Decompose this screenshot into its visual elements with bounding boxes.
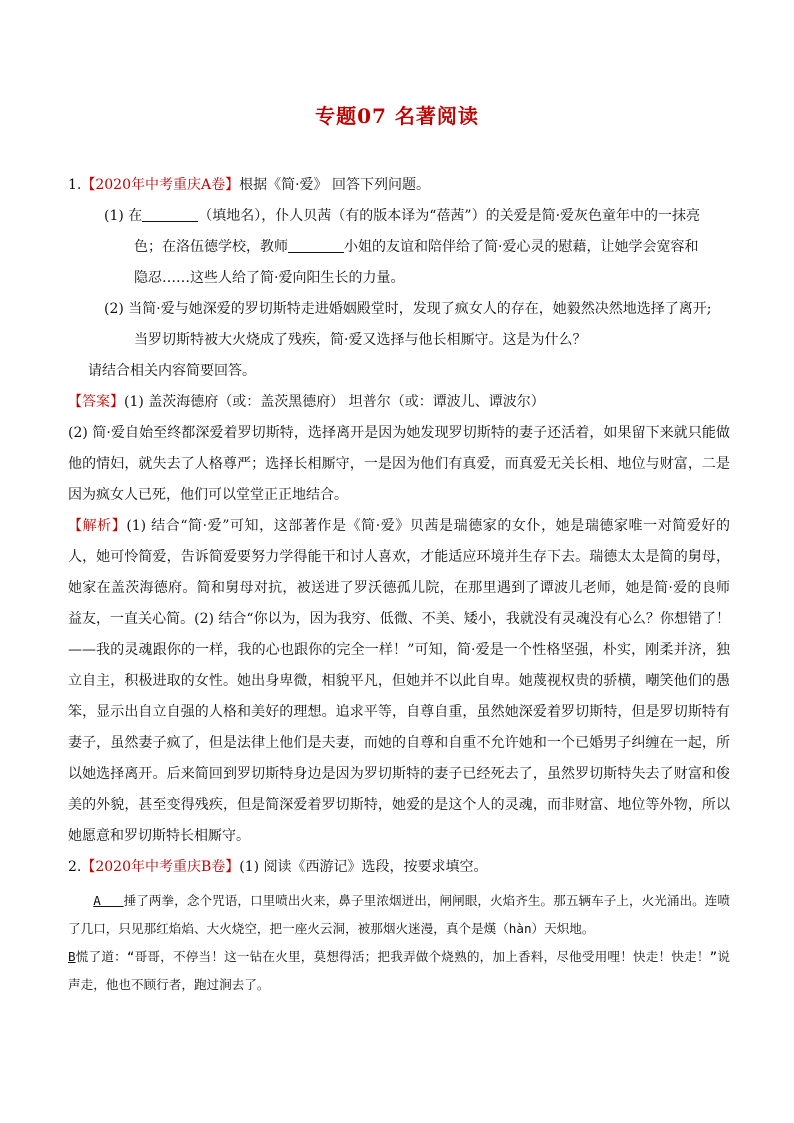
excerpt-paragraph-a: A 捶了两拳，念个咒语，口里喷出火来，鼻子里浓烟迸出，闸闸眼，火焰齐生。那五辆车子上，火光涌出。连喷了几口，只见那红焰焰、大火烧空，把一座火云洞，被那烟火迷漫，真个是熯（hàn）天炽地。	[68, 893, 731, 936]
question-1-part-1-end: 隐忍……这些人给了简·爱向阳生长的力量。	[134, 270, 405, 286]
question-source: 【2020年中考重庆A卷】	[81, 177, 240, 193]
answer-tag: 【答案】	[68, 394, 124, 410]
question-1-part-2: (2) 当简·爱与她深爱的罗切斯特走进婚姻殿堂时，发现了疯女人的存在，她毅然决然地选择了离开;	[104, 301, 712, 317]
question-1-part-1-cont: 色；在洛伍德学校，教师 小姐的友谊和陪伴给了简·爱心灵的慰藉，让她学会宽容和	[134, 239, 699, 255]
question-source: 【2020年中考重庆B卷】	[81, 859, 240, 875]
question-number: 1.	[68, 177, 82, 193]
question-stem: 根据《简·爱》 回答下列问题。	[239, 177, 431, 193]
question-1-stem	[68, 170, 730, 201]
excerpt-blank-a: A	[93, 893, 101, 908]
fill-blank	[288, 238, 344, 253]
excerpt	[68, 887, 730, 999]
analysis: 【解析】(1) 结合“简·爱”可知，这部著作是《简·爱》贝茜是瑞德家的女仆，她是瑞德家唯一对简爱好的人，她可怜简爱，告诉简爱要努力学得能干和讨人喜欢，才能适应环境并生存下去。瑞德太太是简的舅母，她家在盖茨海德府。简和舅母对抗，被送进了罗沃德孤儿院，在那里遇到了谭波儿老师，她是简·爱的良师益友，一直关心简。(2) 结合“你以为，因为我穷、低微、不美、矮小，我就没有灵魂没有心么？你想错了！——我的灵魂跟你的一样，我的心也跟你的完全一样！”可知，简·爱是一个性格坚强，朴实，刚柔并济，独立自主，积极进取的女性。她出身卑微，相貌平凡，但她并不以此自卑。她蔑视权贵的骄横，嘲笑他们的愚笨，显示出自立自强的人格和美好的理想。追求平等，自尊自重，虽然她深爱着罗切斯特，但是罗切斯特有妻子，虽然妻子疯了，但是法律上他们是夫妻，而她的自尊和自重不允许她和一个已婚男子纠缠在一起，所以她选择离开。后来简回到罗切斯特身边是因为罗切斯特的妻子已经死去了，虽然罗切斯特失去了财富和俊美的外貌，甚至变得残疾，但是简深爱着罗切斯特，她爱的是这个人的灵魂，而非财富、地位等外物，所以她愿意和罗切斯特长相厮守。	[68, 518, 731, 844]
question-1-instruction: 请结合相关内容简要回答。	[88, 363, 256, 379]
question-1-part-2-cont: 当罗切斯特被大火烧成了残疾，简·爱又选择与他长相厮守。这是为什么？	[134, 332, 587, 348]
question-number: 2.	[68, 859, 82, 875]
question-2-stem	[68, 852, 730, 883]
excerpt-paragraph-b: B慌了道：“哥哥，不停当！这一钻在火里，莫想得活；把我弄做个烧熟的，加上香料，尽他受用哩！快走！快走！”说声走，他也不顾行者，跑过涧去了。	[68, 949, 730, 992]
excerpt-blank-b: B	[68, 949, 76, 964]
page-title: 专题07 名著阅读	[315, 104, 479, 128]
analysis-tag: 【解析】	[68, 518, 127, 534]
fill-blank	[142, 207, 198, 222]
question-stem: (1) 阅读《西游记》选段，按要求填空。	[239, 859, 488, 875]
answer-line-1: 【答案】(1) 盖茨海德府（或：盖茨黑德府） 坦普尔（或：谭波儿、谭波尔）	[68, 394, 545, 410]
question-1-part-1: (1) 在 （填地名），仆人贝茜（有的版本译为“蓓茜”）的关爱是简·爱灰色童年中的一抹亮	[104, 208, 701, 224]
document-body	[68, 170, 730, 999]
answer-line-2: (2) 简·爱自始至终都深爱着罗切斯特，选择离开是因为她发现罗切斯特的妻子还活着，如果留下来就只能做他的情妇，就失去了人格尊严；选择长相厮守，一是因为他们有真爱，而真爱无关长相、地位与财富，二是因为疯女人已死，他们可以堂堂正正地结合。	[68, 425, 730, 503]
